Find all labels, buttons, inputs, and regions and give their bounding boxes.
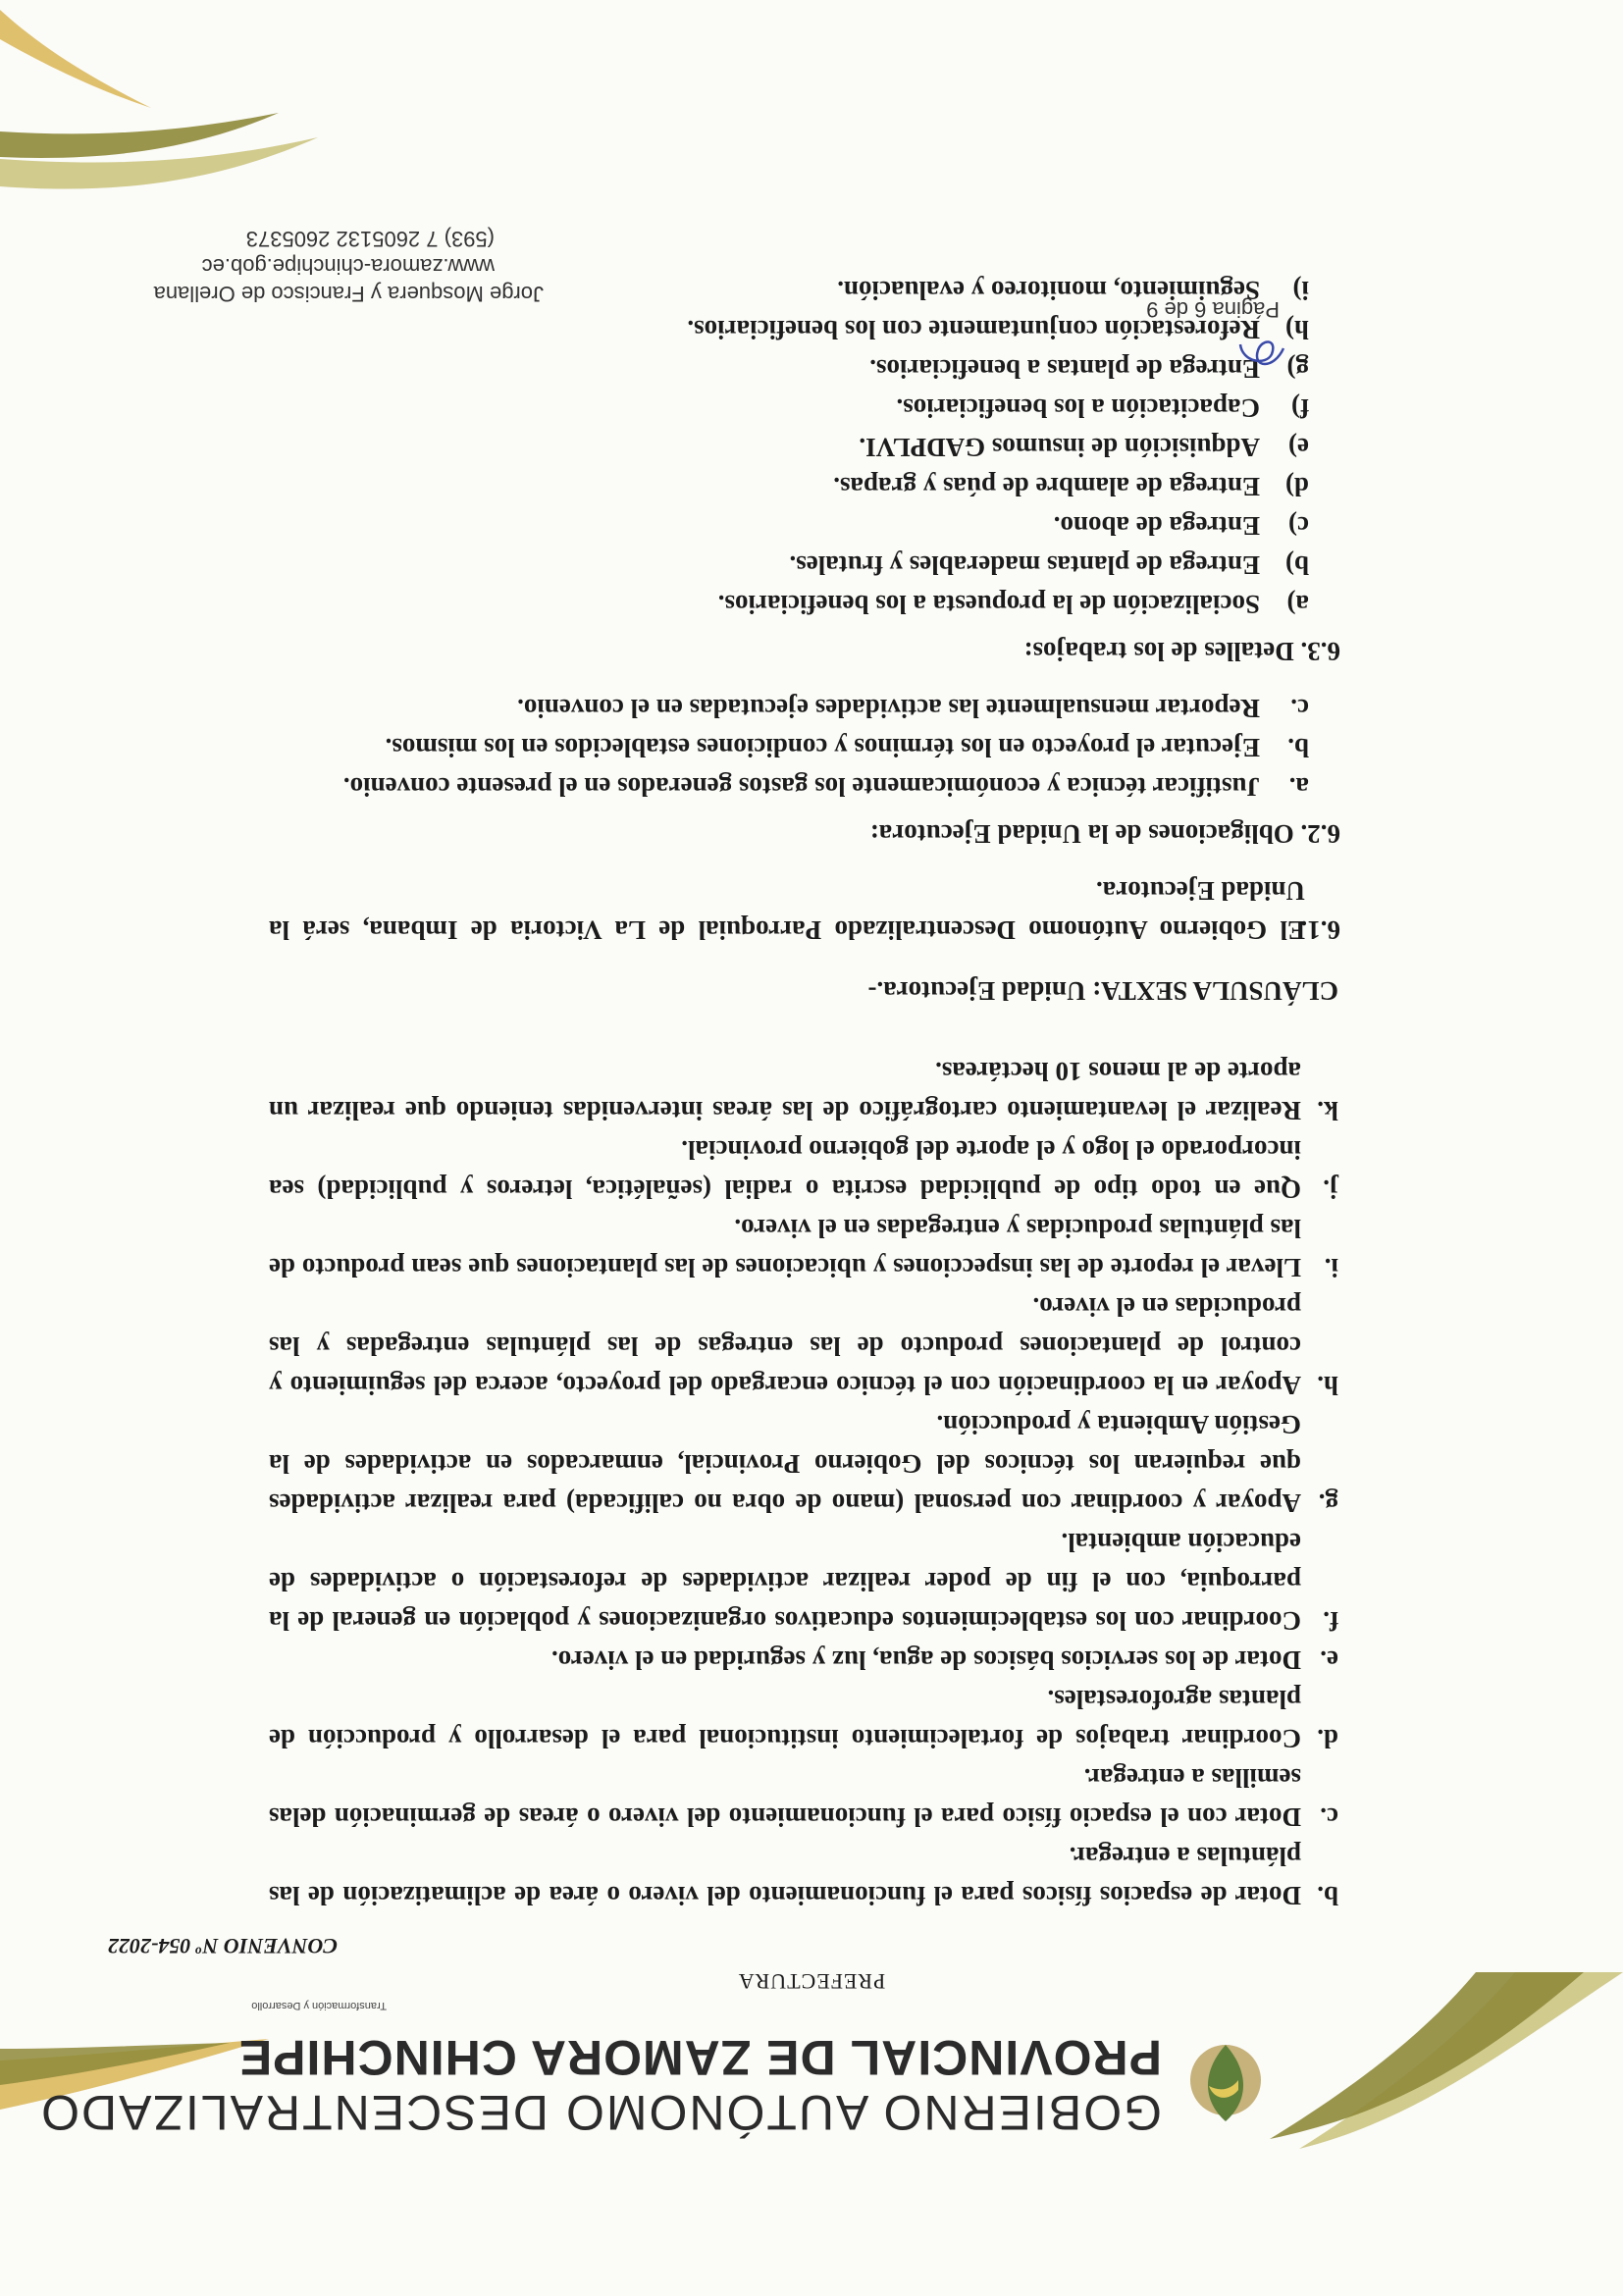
list-item: e. Dotar de los servicios básicos de agua, luz y seguridad en el vivero. [551,1645,1338,1675]
list-item: f. Coordinar con los establecimientos educativos organizaciones y población en general de la parroquia, con el fin de poder realizar actividades de reforestación o actividades de educación ambiental. [269,1528,1338,1636]
list-item: c. Dotar con el espacio físico para el funcionamiento del vivero o áreas de germinación delas semillas a entregar. [269,1763,1338,1832]
prefectura-logo-icon [1183,2037,1268,2131]
list-item: c. Reportar mensualmente las actividades ejecutadas en el convenio. [517,694,1309,723]
list-item: h. Apoyar en la coordinación con el técnico encargado del proyecto, acerca del seguimiento y control de plantaciones producto de las entregas de las plántulas entregadas y las producidas en el vivero. [269,1292,1338,1400]
list-item: i) Seguimiento, monitoreo y evaluación. [837,276,1309,305]
list-item: a) Socialización de la propuesta a los beneficiarios. [717,590,1309,619]
list-item: c) Entrega de abono. [1053,511,1309,541]
list-item: f) Capacitación a los beneficiarios. [896,393,1309,423]
list-item: h) Reforestación conjuntamente con los beneficiarios. [687,315,1309,344]
executing-unit-obligations [269,689,1338,807]
list-item: d. Coordinar trabajos de fortalecimiento institucional para el desarrollo y producción de plantas agroforestales. [269,1685,1338,1753]
clause-6-1: 6.1. El Gobierno Autónomo Descentralizado Parroquial de La Victoria de Imbana, será la Unidad Ejecutora. [269,876,1340,945]
list-item: e) Adquisición de insumos GADPLVI. [859,433,1309,462]
list-item: b. Dotar de espacios físicos para el funcionamiento del vivero o área de aclimatización de las plántulas a entregar. [269,1842,1338,1910]
list-item: j. Que en todo tipo de publicidad escrita o radial (señalética, letreros y publicidad) sea incorporado el logo y el aporte del gobierno provincial. [269,1135,1338,1204]
document-body [269,271,1338,1915]
clause-6-2-heading: 6.2. Obligaciones de la Unidad Ejecutora: [869,819,1340,849]
list-item: g. Apoyar y coordinar con personal (mano de obra no calificada) para realizar actividades que requieran los técnicos del Gobierno Provincial, enmarcados en actividades de la Gestión Ambienta y producción. [269,1410,1338,1518]
organization-name-line2: PROVINCIAL DE ZAMORA CHINCHIPE [237,2030,1162,2085]
organization-slogan: Transformación y Desarrollo [251,2000,387,2011]
letterhead [0,1934,1623,2296]
footer-website: www.zamora-chinchipe.gob.ec [201,254,495,279]
list-item: g) Entrega de plantas a beneficiarios. [869,354,1309,384]
list-item: b. Ejecutar el proyecto en los términos y condiciones establecidos en los mismos. [385,733,1309,762]
agreement-number: CONVENIO Nº 054-2022 [108,1934,338,1958]
list-item: b) Entrega de plantas maderables y frutales. [789,550,1309,580]
list-item: i. Llevar el reporte de las inspecciones y ubicaciones de las plantaciones que sean producto de las plántulas producidas y entregadas en el vivero. [269,1214,1338,1282]
list-item: d) Entrega de alambre de púas y grapas. [833,472,1309,501]
obligations-list [269,1052,1338,1915]
initials-signature [1232,329,1291,378]
clause-six-title: CLÁUSULA SEXTA: Unidad Ejecutora.- [867,976,1338,1006]
footer-address: Jorge Mosquera y Francisco de Orellana [153,282,544,306]
clause-6-3-heading: 6.3. Detalles de los trabajos: [1023,637,1340,666]
page-number: Página 6 de 9 [1146,297,1280,322]
footer-phone: (593) 7 2605132 2605373 [245,227,495,251]
list-item: k. Realizar el levantamiento cartográfico de las áreas intervenidas teniendo que realizar un aporte de al menos 10 hectáreas. [269,1057,1338,1125]
organization-name-line1: GOBIERNO AUTÓNOMO DESCENTRALIZADO [39,2085,1162,2140]
list-item: a. Justificar técnica y económicamente los gastos generados en el presente convenio. [342,772,1309,802]
department-title: PREFECTURA [737,1969,886,1994]
